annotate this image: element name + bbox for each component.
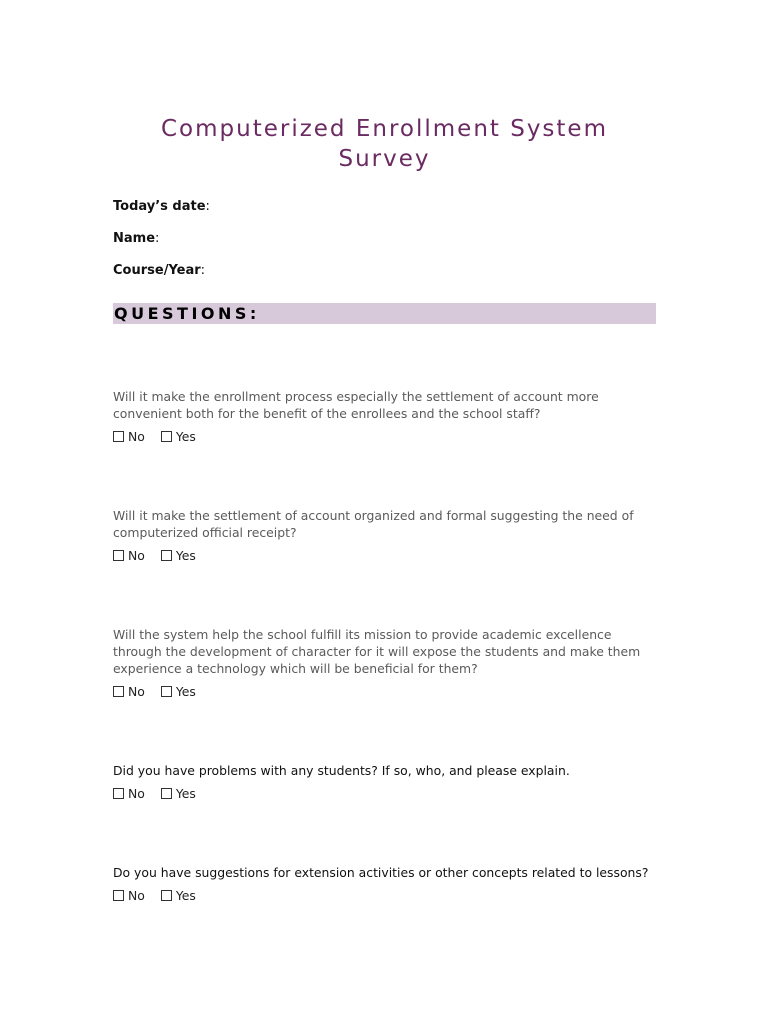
question-4-option-no[interactable]	[113, 786, 145, 802]
todays-date-colon: :	[205, 199, 210, 214]
survey-title: Computerized Enrollment System Survey	[160, 116, 608, 172]
question-5	[113, 864, 656, 904]
name-field[interactable]	[113, 231, 159, 247]
checkbox-icon[interactable]	[113, 890, 124, 901]
question-4	[113, 762, 656, 802]
todays-date-field[interactable]	[113, 199, 210, 215]
option-yes-label: Yes	[175, 888, 196, 903]
question-2-options	[113, 548, 656, 564]
option-no-label: No	[128, 786, 145, 801]
question-1-option-yes[interactable]	[161, 429, 196, 445]
option-yes-label: Yes	[175, 786, 196, 801]
question-2-text: Will it make the settlement of account organized and formal suggesting the need of computerized official receipt?	[113, 508, 634, 540]
course-year-colon: :	[200, 263, 206, 278]
course-year-label: Course/Year	[113, 263, 201, 278]
course-year-field[interactable]	[113, 263, 205, 279]
option-no-label: No	[128, 684, 145, 699]
question-2-option-yes[interactable]	[161, 548, 196, 564]
question-3-options	[113, 684, 656, 700]
checkbox-icon[interactable]	[161, 890, 172, 901]
todays-date-label: Today’s date	[113, 199, 206, 214]
checkbox-icon[interactable]	[161, 686, 172, 697]
name-colon: :	[155, 231, 160, 246]
question-3-option-no[interactable]	[113, 684, 145, 700]
question-2-option-no[interactable]	[113, 548, 145, 564]
checkbox-icon[interactable]	[161, 788, 172, 799]
option-yes-label: Yes	[175, 429, 196, 444]
questions-section-header	[113, 303, 656, 324]
checkbox-icon[interactable]	[113, 431, 124, 442]
question-1-option-no[interactable]	[113, 429, 145, 445]
question-5-option-yes[interactable]	[161, 888, 196, 904]
question-4-option-yes[interactable]	[161, 786, 196, 802]
checkbox-icon[interactable]	[161, 550, 172, 561]
question-5-text: Do you have suggestions for extension activities or other concepts related to lessons?	[113, 865, 649, 880]
question-5-option-no[interactable]	[113, 888, 145, 904]
question-5-options	[113, 888, 656, 904]
checkbox-icon[interactable]	[113, 686, 124, 697]
name-label: Name	[113, 231, 156, 246]
question-1	[113, 388, 656, 445]
option-yes-label: Yes	[175, 684, 196, 699]
question-3	[113, 626, 656, 700]
question-1-text: Will it make the enrollment process especially the settlement of account more convenient both for the benefit of the enrollees and the school staff?	[113, 389, 599, 421]
option-no-label: No	[128, 548, 145, 563]
option-yes-label: Yes	[175, 548, 196, 563]
question-4-text: Did you have problems with any students? If so, who, and please explain.	[113, 763, 570, 778]
checkbox-icon[interactable]	[161, 431, 172, 442]
questions-heading: QUESTIONS:	[114, 304, 260, 323]
question-3-text: Will the system help the school fulfill its mission to provide academic excellence through the development of character for it will expose the students and make them experience a technology which will be beneficial for them?	[113, 627, 641, 676]
option-no-label: No	[128, 429, 145, 444]
option-no-label: No	[128, 888, 145, 903]
question-2	[113, 507, 656, 564]
checkbox-icon[interactable]	[113, 550, 124, 561]
question-1-options	[113, 429, 656, 445]
checkbox-icon[interactable]	[113, 788, 124, 799]
question-3-option-yes[interactable]	[161, 684, 196, 700]
question-4-options	[113, 786, 656, 802]
